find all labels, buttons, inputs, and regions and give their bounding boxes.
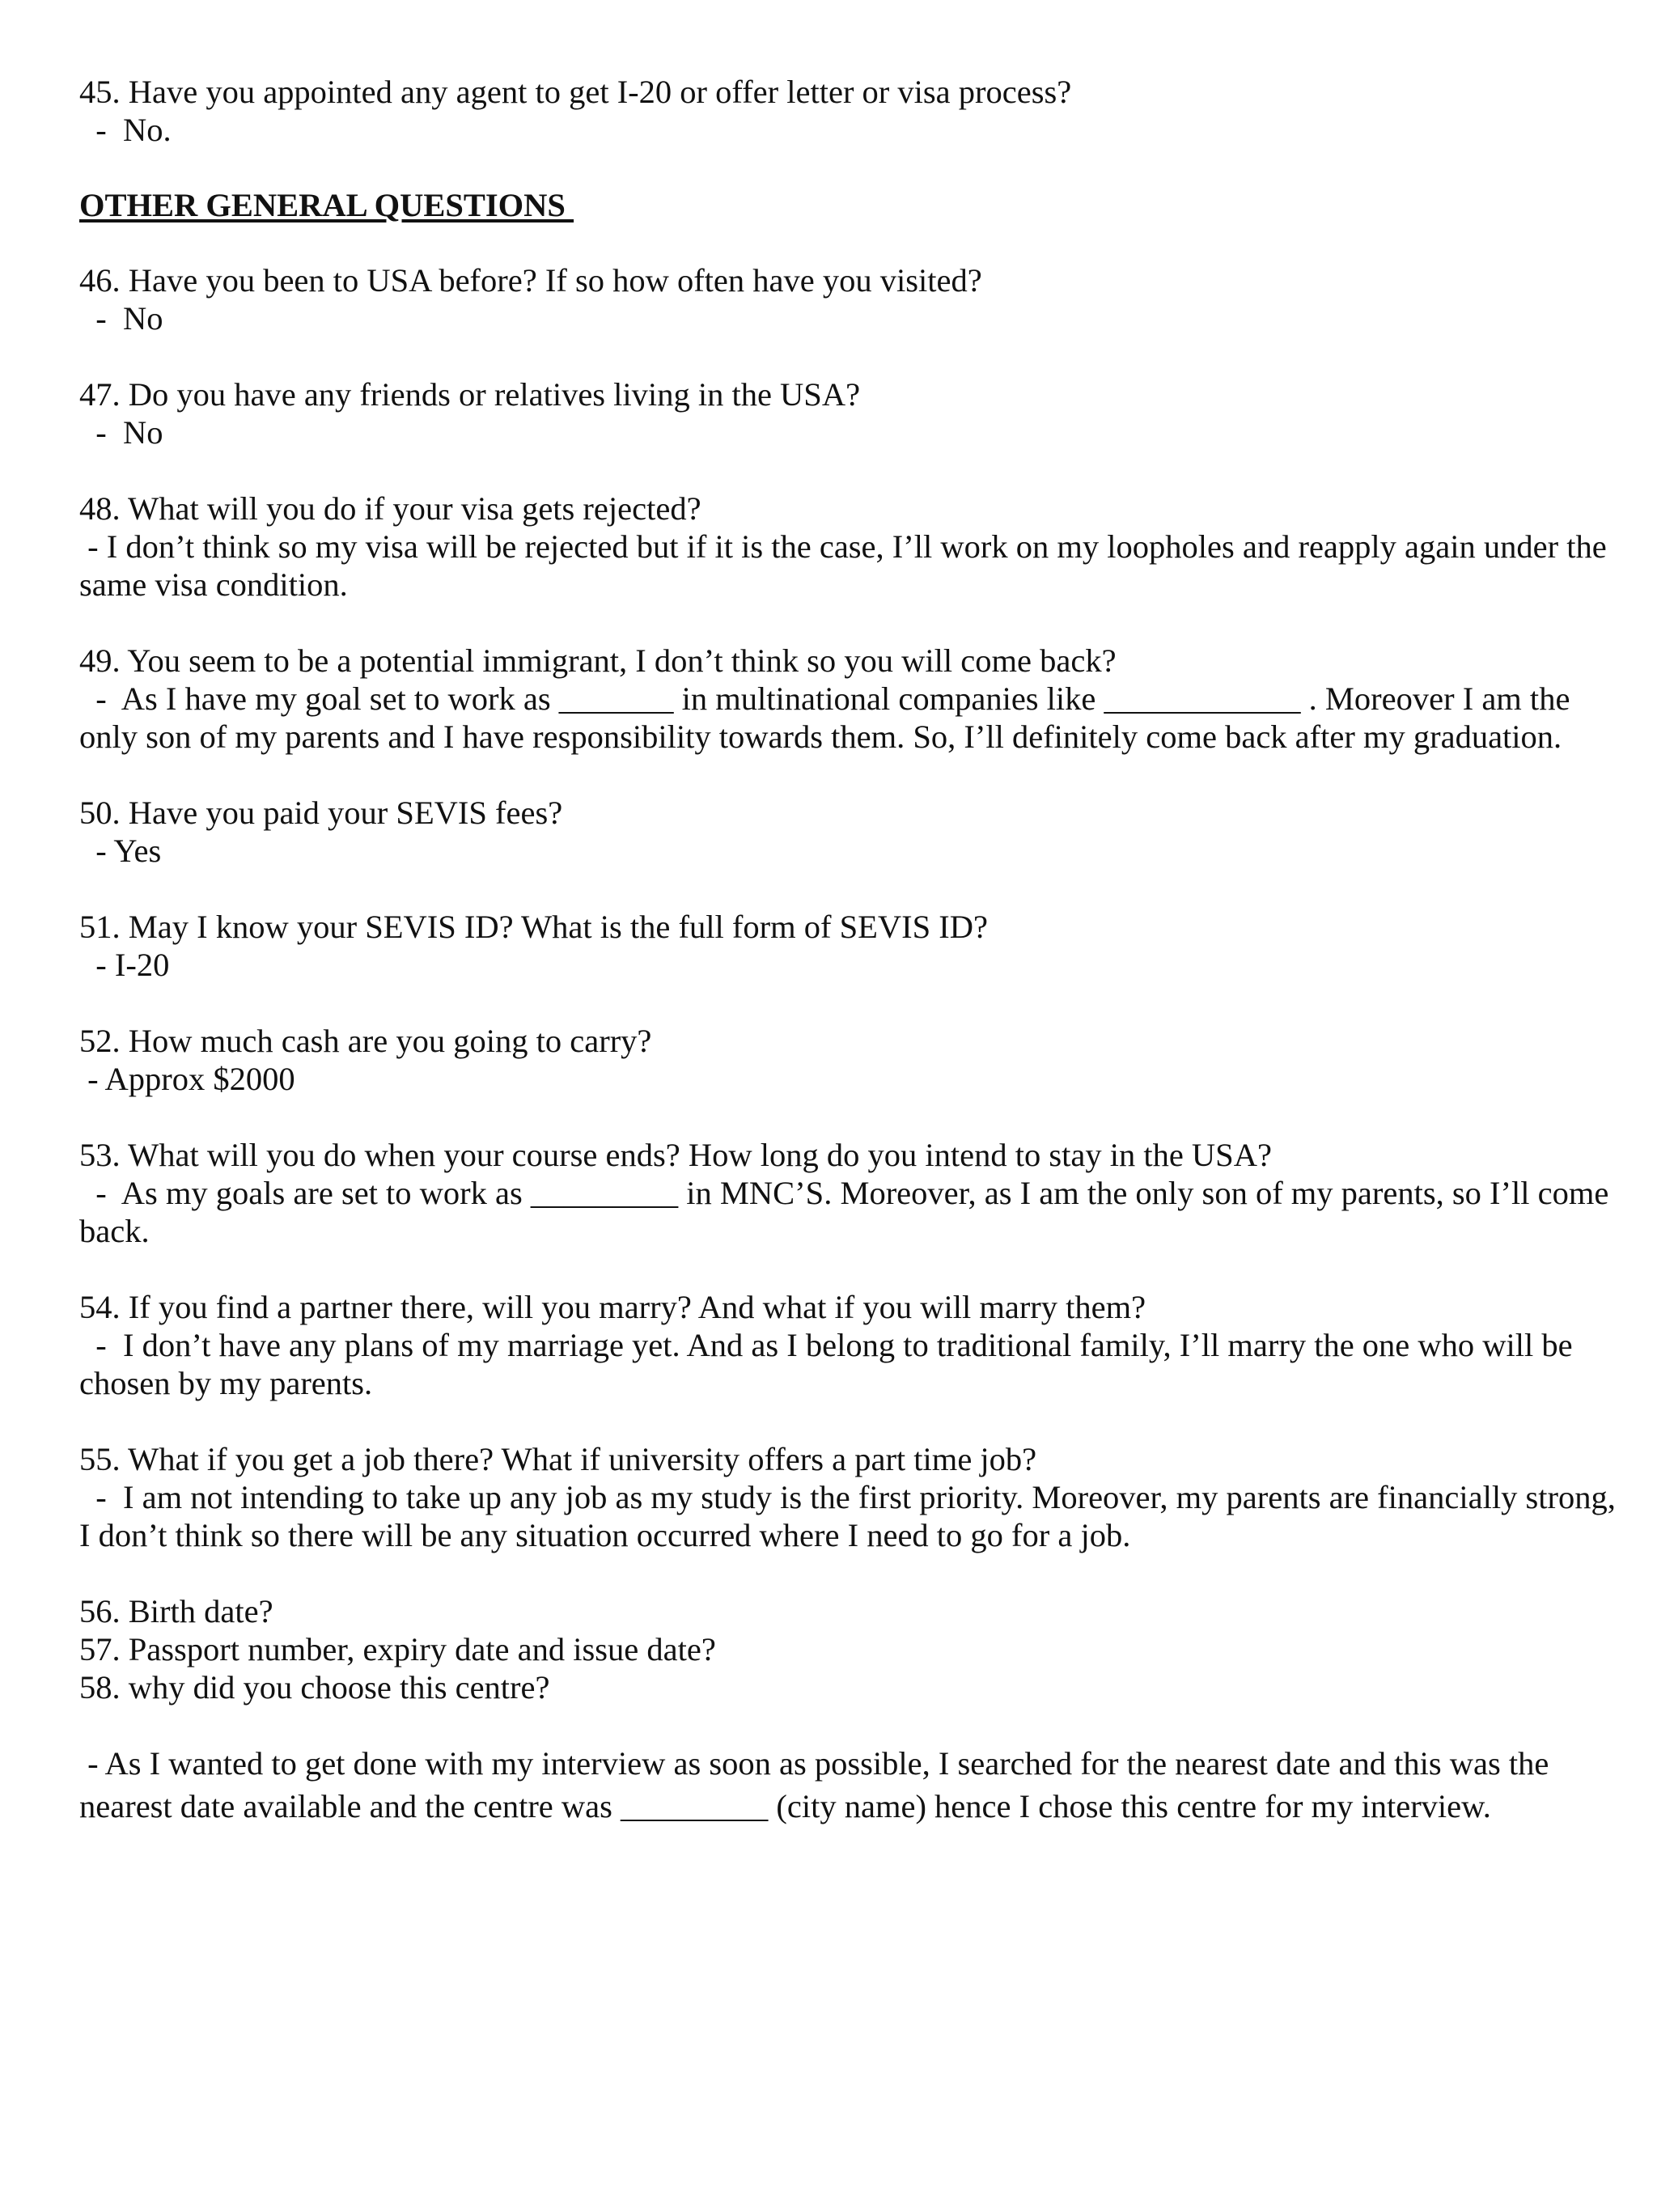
- answer-52: - Approx $2000: [79, 1061, 295, 1097]
- question-51: 51. May I know your SEVIS ID? What is the full form of SEVIS ID?: [79, 909, 988, 945]
- answer-48-line-2: same visa condition.: [79, 566, 348, 603]
- question-55: 55. What if you get a job there? What if university offers a part time job?: [79, 1441, 1037, 1477]
- question-53: 53. What will you do when your course ends? How long do you intend to stay in the USA?: [79, 1137, 1272, 1173]
- answer-55-line-1: - I am not intending to take up any job as my study is the first priority. Moreover, my parents are financially strong,: [79, 1479, 1616, 1515]
- answer-51: - I-20: [79, 947, 170, 983]
- question-50: 50. Have you paid your SEVIS fees?: [79, 795, 563, 831]
- question-46: 46. Have you been to USA before? If so how often have you visited?: [79, 262, 982, 299]
- question-45: 45. Have you appointed any agent to get I-20 or offer letter or visa process?: [79, 74, 1072, 110]
- answer-46: - No: [79, 300, 163, 337]
- answer-45: - No.: [79, 112, 172, 148]
- question-56: 56. Birth date?: [79, 1593, 273, 1629]
- question-47: 47. Do you have any friends or relatives living in the USA?: [79, 376, 861, 413]
- answer-58-line-2: nearest date available and the centre was _________ (city name) hence I chose this centre for my interview.: [79, 1788, 1491, 1824]
- answer-58-line-1: - As I wanted to get done with my interview as soon as possible, I searched for the nearest date and this was the: [79, 1745, 1549, 1782]
- answer-49-line-2: only son of my parents and I have responsibility towards them. So, I’ll definitely come back after my graduation.: [79, 718, 1562, 755]
- answer-48-line-1: - I don’t think so my visa will be rejected but if it is the case, I’ll work on my loopholes and reapply again under the: [79, 528, 1607, 565]
- question-57: 57. Passport number, expiry date and issue date?: [79, 1631, 716, 1667]
- answer-47: - No: [79, 414, 163, 451]
- answer-54-line-2: chosen by my parents.: [79, 1365, 373, 1401]
- question-49: 49. You seem to be a potential immigrant, I don’t think so you will come back?: [79, 642, 1117, 679]
- question-48: 48. What will you do if your visa gets rejected?: [79, 490, 701, 527]
- answer-53-line-1: - As my goals are set to work as _________ in MNC’S. Moreover, as I am the only son of my parents, so I’ll come: [79, 1175, 1609, 1211]
- question-52: 52. How much cash are you going to carry?: [79, 1023, 652, 1059]
- question-54: 54. If you find a partner there, will you marry? And what if you will marry them?: [79, 1289, 1146, 1325]
- question-58: 58. why did you choose this centre?: [79, 1669, 550, 1706]
- section-heading: OTHER GENERAL QUESTIONS: [79, 187, 574, 223]
- answer-53-line-2: back.: [79, 1213, 150, 1249]
- document-page: [79, 73, 1625, 1825]
- answer-49-line-1: - As I have my goal set to work as _______ in multinational companies like ____________ . Moreover I am the: [79, 680, 1570, 717]
- answer-54-line-1: - I don’t have any plans of my marriage yet. And as I belong to traditional family, I’ll marry the one who will be: [79, 1327, 1573, 1363]
- answer-55-line-2: I don’t think so there will be any situation occurred where I need to go for a job.: [79, 1517, 1131, 1553]
- answer-50: - Yes: [79, 833, 162, 869]
